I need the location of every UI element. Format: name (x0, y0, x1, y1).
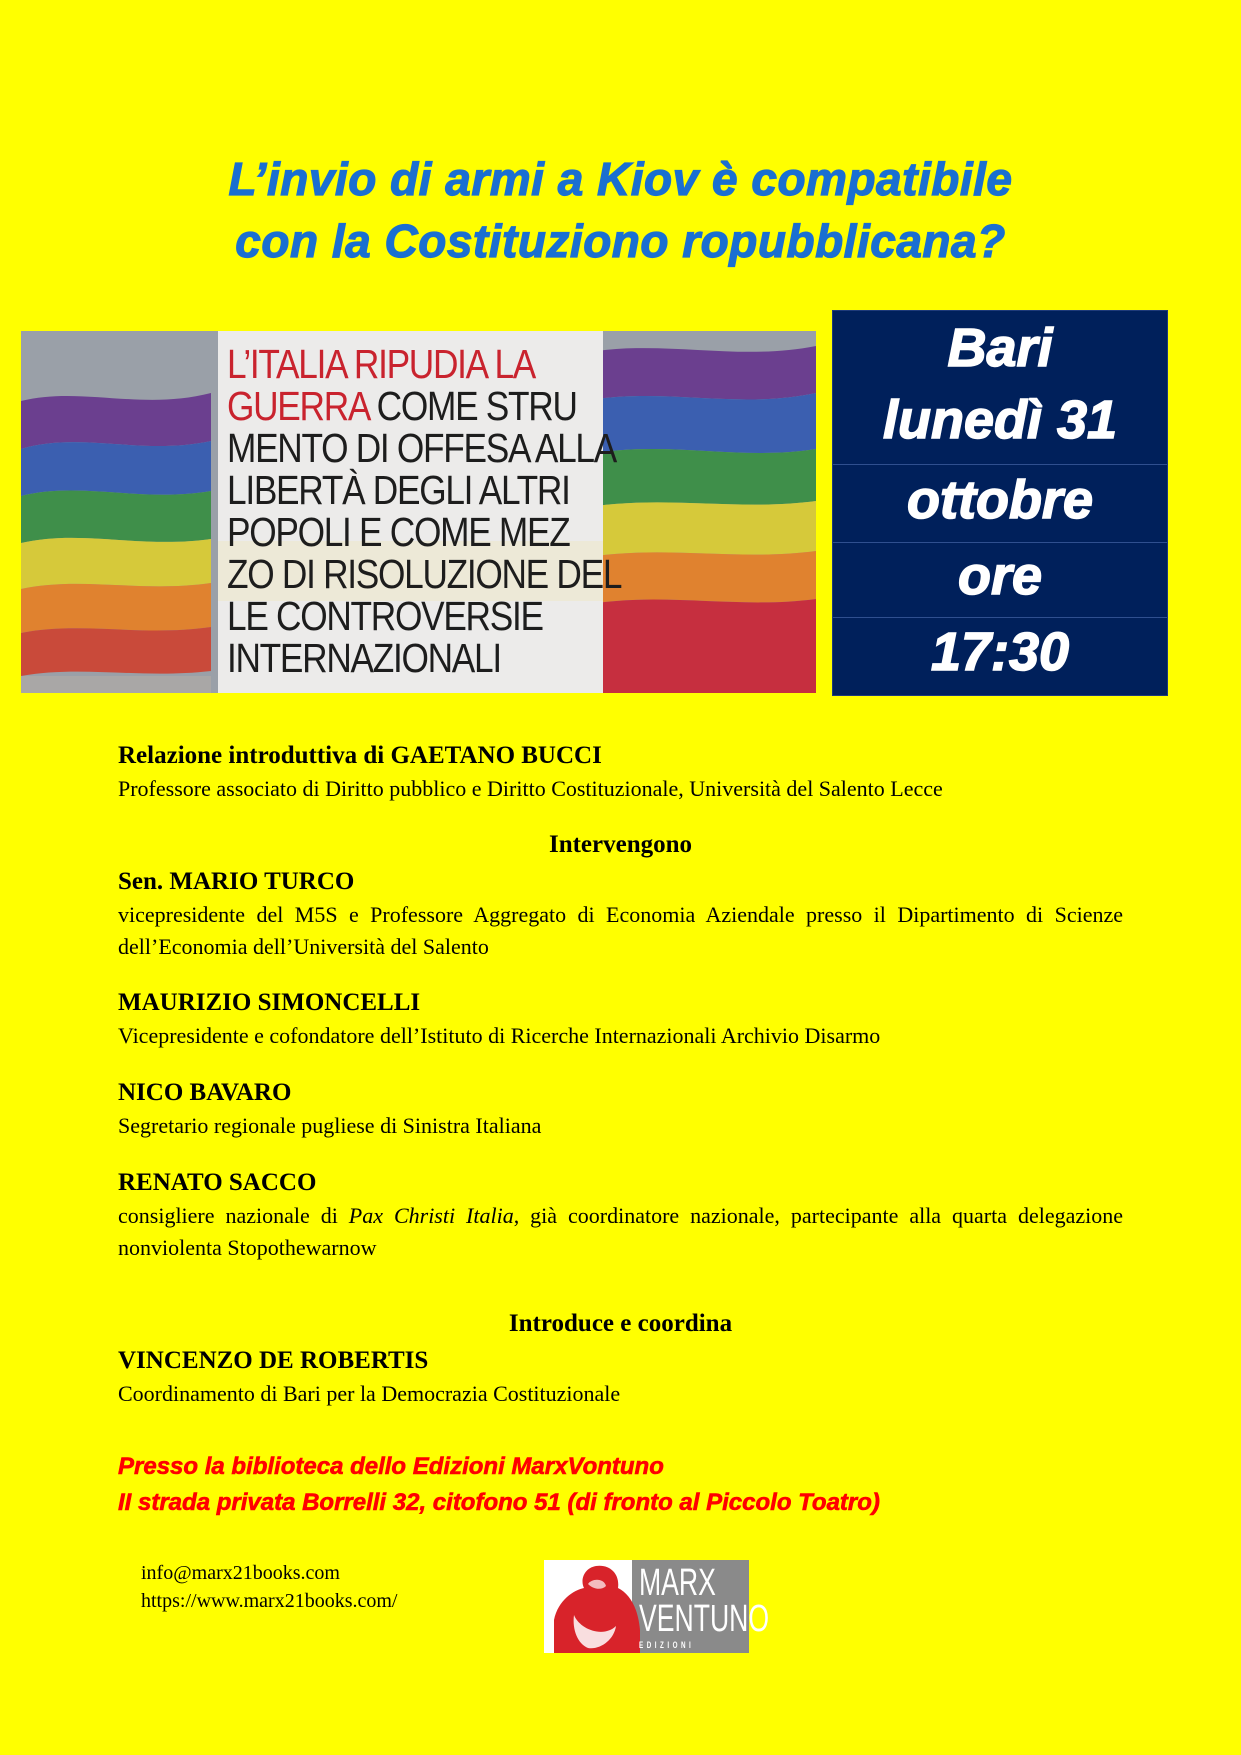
page-title (0, 148, 1241, 272)
speaker-name: MAURIZIO SIMONCELLI (118, 989, 421, 1016)
speaker-name: NICO BAVARO (118, 1079, 292, 1106)
banner-text-red: L’ITALIA RIPUDIA LA (227, 341, 536, 387)
speaker-description-part: , già coordinatore nazionale, partecipante alla quarta delegazione nonviolenta Stopothewarnow (118, 1203, 1124, 1260)
speaker-entry (118, 865, 1123, 963)
banner-text-line (227, 509, 570, 555)
moderator-description: Coordinamento di Bari per la Democrazia Costituzionale (118, 1381, 621, 1406)
logo-word-ventuno: VENTUNO (639, 1598, 770, 1640)
banner-text-line (227, 425, 616, 471)
banner-text-black: INTERNAZIONALI (227, 635, 501, 681)
banner-text-line (227, 343, 558, 385)
speaker-name: RENATO SACCO (118, 1169, 317, 1196)
moderator-entry (118, 1344, 1123, 1410)
moderator-heading: Introduce e coordina (508, 1310, 733, 1337)
speaker-description (118, 1200, 1123, 1264)
date-divider (833, 542, 1167, 543)
banner-text-line (227, 595, 558, 637)
website-link[interactable]: https://www.marx21books.com/ (141, 1590, 398, 1612)
intro-description: Professore associato di Diritto pubblico e Diritto Costituzionale, Università del Salento Lecce (118, 776, 943, 801)
constitution-banner-image (21, 331, 816, 693)
banner-constitution-text (227, 341, 622, 681)
intro-heading: Relazione introduttiva di GAETANO BUCCI (118, 742, 602, 769)
venue-info (118, 1449, 1168, 1521)
speaker-entry (118, 1076, 1123, 1142)
speaker-description: Vicepresidente e cofondatore dell’Istituto di Ricerche Internazionali Archivio Disarmo (118, 1023, 881, 1048)
contacts (141, 1559, 397, 1615)
banner-text-black: LE CONTROVERSIE (227, 593, 543, 639)
organization-name: Pax Christi Italia (348, 1203, 514, 1228)
banner-text-black: COME STRU (368, 383, 577, 429)
speaker-entry (118, 1166, 1123, 1264)
speaker-description-part: consigliere nazionale di (118, 1203, 349, 1228)
moderator-name: VINCENZO DE ROBERTIS (118, 1347, 429, 1374)
date-time: 17:30 (930, 622, 1070, 682)
venue-line-2: II strada privata Borrelli 32, citofono 51 (di fronto al Piccolo Toatro) (118, 1489, 880, 1516)
logo-word-edizioni: EDIZIONI (639, 1640, 695, 1650)
date-city: Bari (947, 318, 1053, 378)
banner-text-black: POPOLI E COME MEZ (227, 509, 570, 555)
speakers-heading-section (118, 828, 1123, 862)
date-divider (833, 464, 1167, 465)
speaker-description: vicepresidente del M5S e Professore Aggregato di Economia Aziendale presso il Dipartimento di Scienze dell’Economia dell’Università del Salento (118, 902, 1123, 959)
banner-text-black: ZO DI RISOLUZIONE DEL (227, 551, 622, 597)
banner-text-line (227, 467, 570, 513)
banner-text-black: MENTO DI OFFESA ALLA (227, 425, 616, 471)
intro-section (118, 739, 1123, 805)
date-month: ottobre (907, 470, 1093, 530)
email-link[interactable]: info@marx21books.com (141, 1562, 340, 1584)
banner-text-line (227, 383, 577, 429)
logo-word-marx: MARX (639, 1562, 716, 1604)
moderator-heading-section (118, 1307, 1123, 1341)
banner-text-line (227, 637, 558, 679)
marx-ventuno-logo (544, 1560, 770, 1653)
banner-text-line (227, 551, 622, 597)
date-box (832, 310, 1168, 696)
speaker-entry (118, 986, 1123, 1052)
speaker-description: Segretario regionale pugliese di Sinistra Italiana (118, 1113, 542, 1138)
date-time-label: ore (957, 546, 1043, 606)
title-line-2: con la Costituziono ropubblicana? (235, 215, 1006, 267)
title-line-1: L’invio di armi a Kiov è compatibile (228, 153, 1013, 205)
banner-text-black: LIBERTÀ DEGLI ALTRI (227, 467, 570, 513)
banner-text-red: GUERRA (227, 383, 369, 429)
speakers-heading: Intervengono (548, 831, 693, 858)
date-divider (833, 617, 1167, 618)
venue-line-1: Presso la biblioteca dello Edizioni MarxVontuno (118, 1453, 664, 1480)
date-day: lunedì 31 (882, 390, 1118, 450)
speaker-name: Sen. MARIO TURCO (118, 868, 355, 895)
